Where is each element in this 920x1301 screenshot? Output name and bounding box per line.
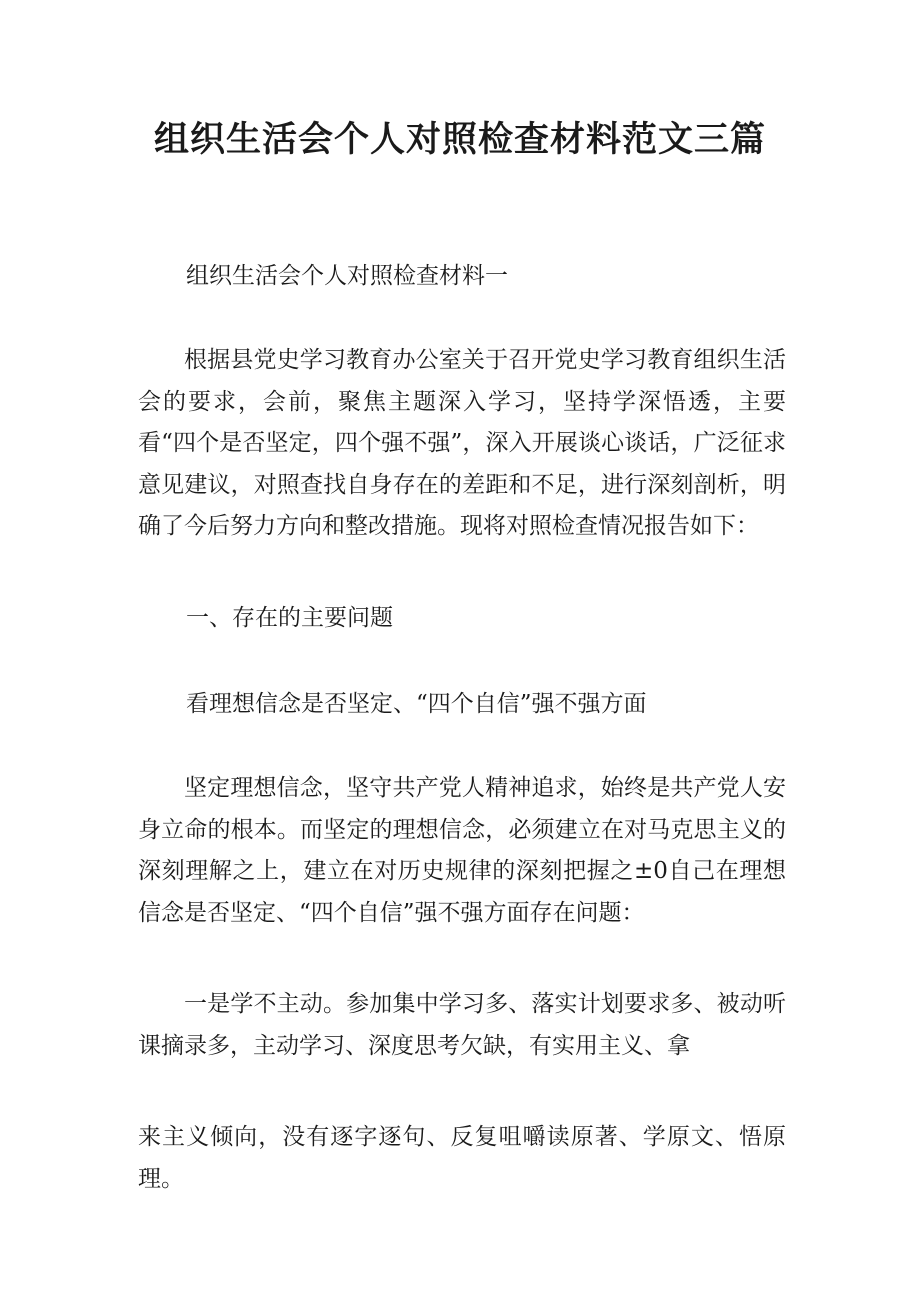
paragraph-intro: 根据县党史学习教育办公室关于召开党史学习教育组织生活会的要求，会前，聚焦主题深入学习，坚持学深悟透，主要看“四个是否坚定，四个强不强”，深入开展谈心谈话，广泛征求意见建议，对照查找自身存在的差距和不足，进行深刻剖析，明确了今后努力方向和整改措施。现将对照检查情况报告如下： [138,347,786,539]
paragraph-point-one: 一是学不主动。参加集中学习多、落实计划要求多、被动听课摘录多，主动学习、深度思考欠缺，有实用主义、拿 [138,991,786,1059]
document-title: 组织生活会个人对照检查材料范文三篇 [153,120,766,160]
document-subtitle: 组织生活会个人对照检查材料一 [186,263,508,289]
paragraph-ideals: 坚定理想信念，坚守共产党人精神追求，始终是共产党人安身立命的根本。而坚定的理想信念，必须建立在对马克思主义的深刻理解之上，建立在对历史规律的深刻把握之±0自己在理想信念是否坚定、“四个自信”强不强方面存在问题： [138,775,786,926]
paragraph-point-one-continued: 来主义倾向，没有逐字逐句、反复咀嚼读原著、学原文、悟原理。 [138,1124,786,1192]
subsection-heading-ideals: 看理想信念是否坚定、“四个自信”强不强方面 [186,691,647,717]
section-heading-main-problems: 一、存在的主要问题 [186,605,393,631]
